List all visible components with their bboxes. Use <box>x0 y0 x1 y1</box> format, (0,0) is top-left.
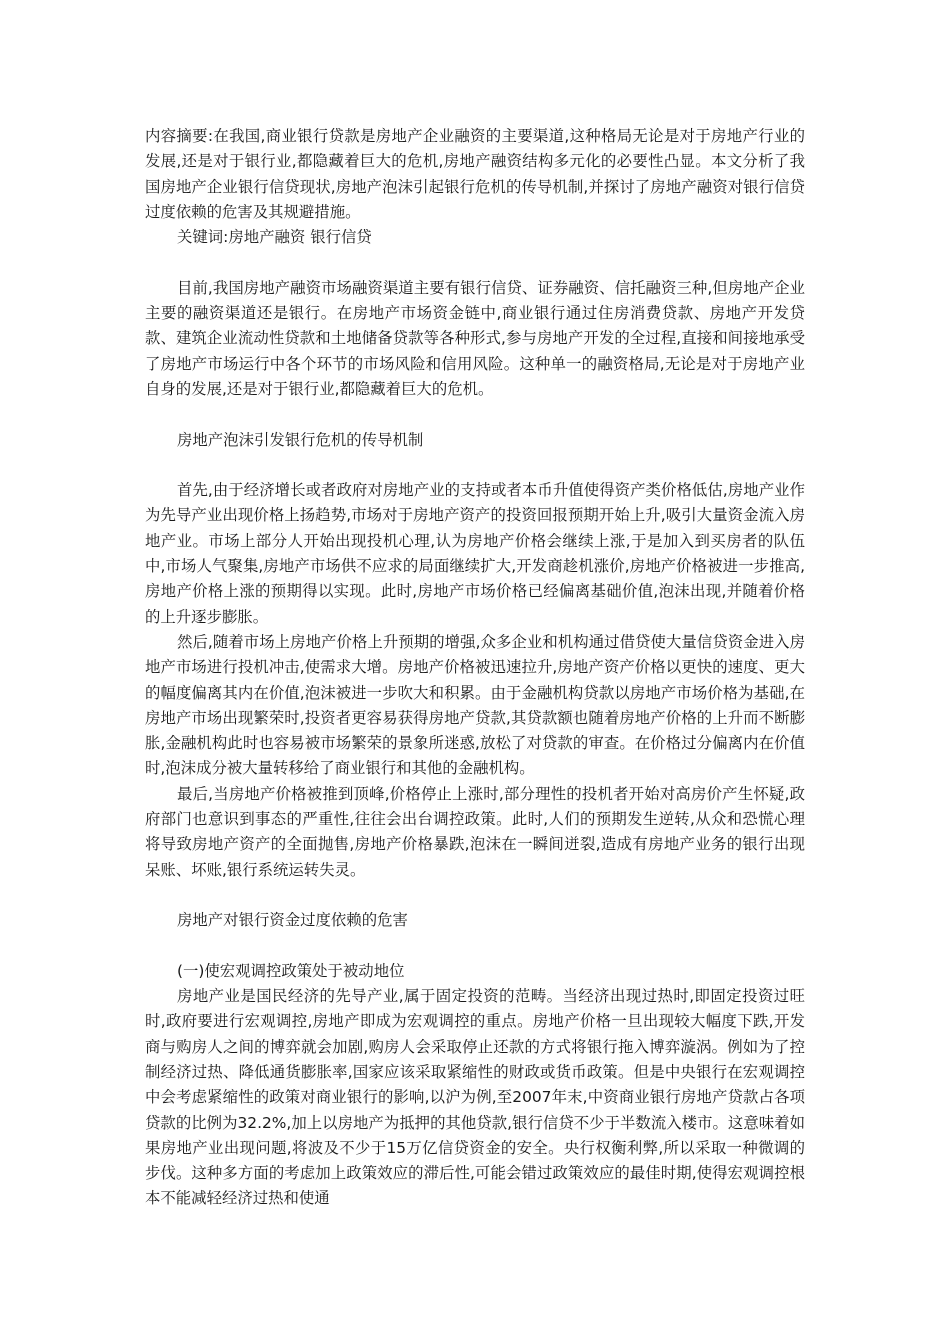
spacer <box>145 402 805 427</box>
body-paragraph: 房地产业是国民经济的先导产业,属于固定投资的范畴。当经济出现过热时,即固定投资过旺时,政府要进行宏观调控,房地产即成为宏观调控的重点。房地产价格一旦出现较大幅度下跌,开发商与购房人之间的博弈就会加剧,购房人会采取停止还款的方式将银行拖入博弈漩涡。例如为了控制经济过热、降低通货膨胀率,国家应该采取紧缩性的财政或货币政策。但是中央银行在宏观调控中会考虑紧缩性的政策对商业银行的影响,以沪为例,至2007年末,中资商业银行房地产贷款占各项贷款的比例为32.2%,加上以房地产为抵押的其他贷款,银行信贷不少于半数流入楼市。这意味着如果房地产业出现问题,将波及不少于15万亿信贷资金的安全。央行权衡利弊,所以采取一种微调的步伐。这种多方面的考虑加上政策效应的滞后性,可能会错过政策效应的最佳时期,使得宏观调控根本不能减轻经济过热和使通 <box>145 987 805 1208</box>
spacer <box>145 453 805 478</box>
document-body <box>145 124 805 1212</box>
body-paragraph: 最后,当房地产价格被推到顶峰,价格停止上涨时,部分理性的投机者开始对高房价产生怀疑,政府部门也意识到事态的严重性,往往会出台调控政策。此时,人们的预期发生逆转,从众和恐慌心理将导致房地产资产的全面抛售,房地产价格暴跌,泡沫在一瞬间迸裂,造成有房地产业务的银行出现呆账、坏账,银行系统运转失灵。 <box>145 784 805 879</box>
section-heading-transmission: 房地产泡沫引发银行危机的传导机制 <box>177 430 424 449</box>
subsection-heading: (一)使宏观调控政策处于被动地位 <box>177 961 405 980</box>
spacer <box>145 883 805 908</box>
intro-paragraph: 目前,我国房地产融资市场融资渠道主要有银行信贷、证券融资、信托融资三种,但房地产企业主要的融资渠道还是银行。在房地产市场资金链中,商业银行通过住房消费贷款、房地产开发贷款、建筑企业流动性贷款和土地储备贷款等各种形式,参与房地产开发的全过程,直接和间接地承受了房地产市场运行中各个环节的市场风险和信用风险。这种单一的融资格局,无论是对于房地产业自身的发展,还是对于银行业,都隐藏着巨大的危机。 <box>145 278 805 398</box>
section-heading-harm: 房地产对银行资金过度依赖的危害 <box>177 911 408 930</box>
abstract-paragraph: 内容摘要:在我国,商业银行贷款是房地产企业融资的主要渠道,这种格局无论是对于房地产行业的发展,还是对于银行业,都隐藏着巨大的危机,房地产融资结构多元化的必要性凸显。本文分析了我国房地产企业银行信贷现状,房地产泡沫引起银行危机的传导机制,并探讨了房地产融资对银行信贷过度依赖的危害及其规避措施。 <box>145 127 805 221</box>
spacer <box>145 934 805 959</box>
body-paragraph: 然后,随着市场上房地产价格上升预期的增强,众多企业和机构通过借贷使大量信贷资金进入房地产市场进行投机冲击,使需求大增。房地产价格被迅速拉升,房地产资产价格以更快的速度、更大的幅度偏离其内在价值,泡沫被进一步吹大和积累。由于金融机构贷款以房地产市场价格为基础,在房地产市场出现繁荣时,投资者更容易获得房地产贷款,其贷款额也随着房地产价格的上升而不断膨胀,金融机构此时也容易被市场繁荣的景象所迷惑,放松了对贷款的审查。在价格过分偏离内在价值时,泡沫成分被大量转移给了商业银行和其他的金融机构。 <box>145 632 805 778</box>
keywords-line: 关键词:房地产融资 银行信贷 <box>177 228 372 247</box>
body-paragraph: 首先,由于经济增长或者政府对房地产业的支持或者本币升值使得资产类价格低估,房地产业作为先导产业出现价格上扬趋势,市场对于房地产资产的投资回报预期开始上升,吸引大量资金流入房地产业。市场上部分人开始出现投机心理,认为房地产价格会继续上涨,于是加入到买房者的队伍中,市场人气聚集,房地产市场供不应求的局面继续扩大,开发商趁机涨价,房地产价格被进一步推高,房地产价格上涨的预期得以实现。此时,房地产市场价格已经偏离基础价值,泡沫出现,并随着价格的上升逐步膨胀。 <box>145 481 805 626</box>
spacer <box>145 250 805 275</box>
